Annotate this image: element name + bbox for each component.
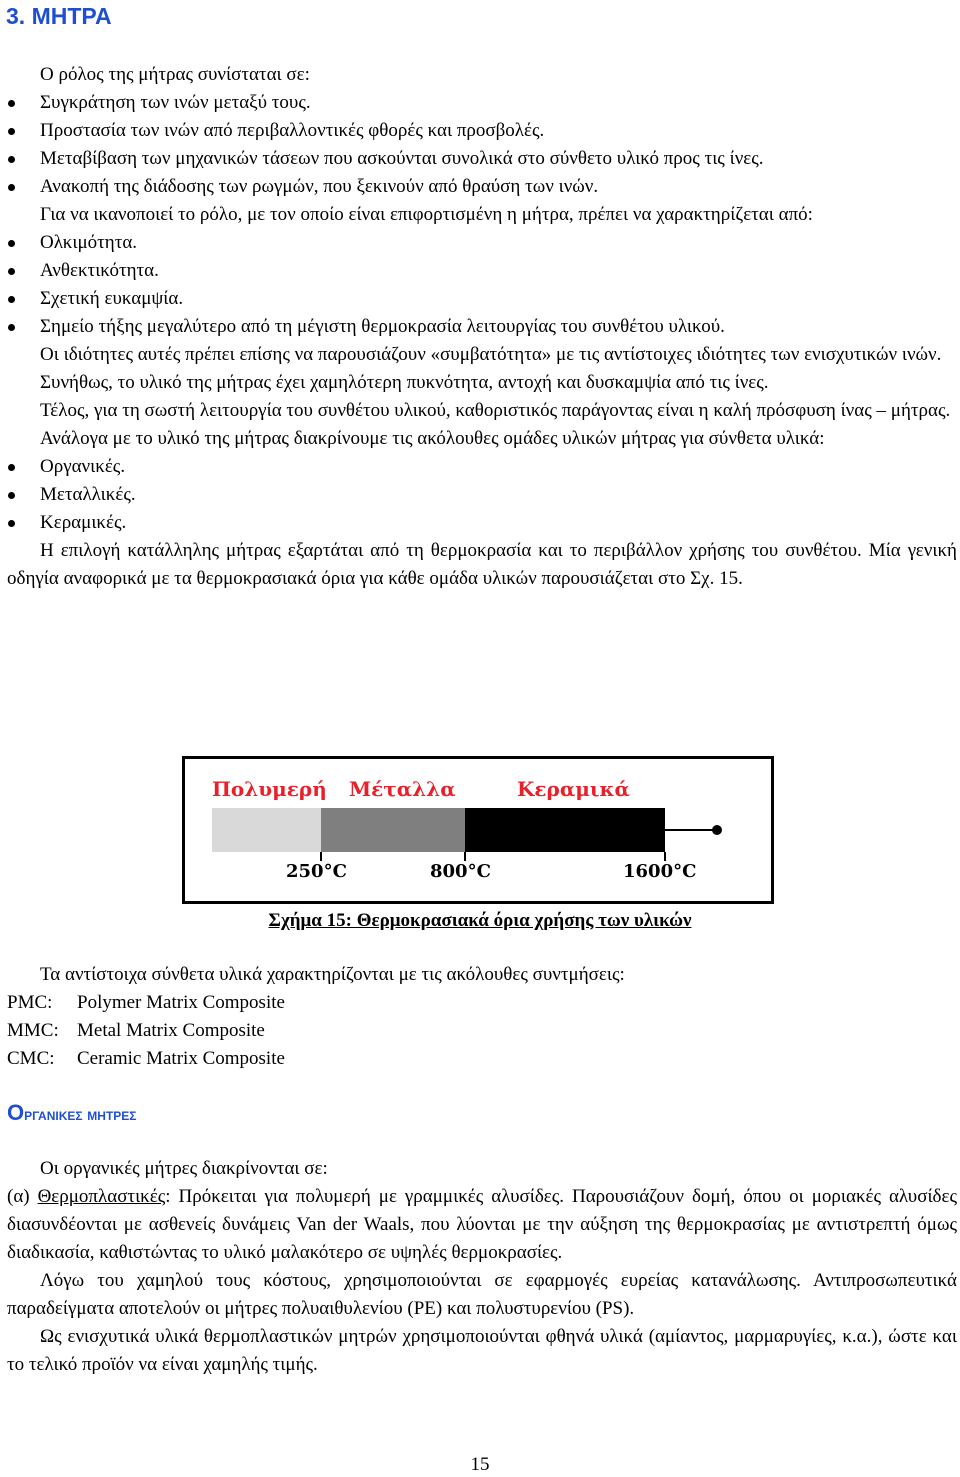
axis-end-dot-icon <box>712 825 722 835</box>
groups-list <box>7 453 957 537</box>
requirements-intro: Για να ικανοποιεί το ρόλο, με τον οποίο είναι επιφορτισμένη η μήτρα, πρέπει να χαρακτηρίζεται από: <box>40 204 813 225</box>
section-heading: 3. ΜΗΤΡΑ <box>6 3 112 29</box>
temp-label-250: 250°C <box>286 861 347 882</box>
roles-list <box>7 89 957 201</box>
thermoplastic-paragraph: (α) Θερμοπλαστικές: Πρόκειται για πολυμερή με γραμμικές αλυσίδες. Παρουσιάζουν δομή, όπου οι μοριακές αλυσίδες διασυνδέονται με ασθενείς δυνάμεις Van der Waals, που λύονται με την αύξηση της θερμοκρασίας με αντιστρεπτή όμως διαδικασία, καθιστώντας το υλικό μαλακότερο σε υψηλές θερμοκρασίες. <box>7 1186 958 1263</box>
bullet-icon <box>8 240 15 247</box>
roles-intro: Ο ρόλος της μήτρας συνίσταται σε: <box>40 64 310 85</box>
figure-label-metals: Μέταλλα <box>349 777 456 801</box>
usually-paragraph: Συνήθως, το υλικό της μήτρας έχει χαμηλότερη πυκνότητα, αντοχή και δυσκαμψία από τις ίνες. <box>40 372 769 393</box>
list-item: Ανθεκτικότητα. <box>7 257 957 285</box>
list-item: Σημείο τήξης μεγαλύτερο από τη μέγιστη θερμοκρασία λειτουργίας του συνθέτου υλικού. <box>7 313 957 341</box>
organic-matrices-heading: Οργανικες μητρες <box>7 1100 137 1125</box>
temp-label-800: 800°C <box>430 861 491 882</box>
list-item: Σχετική ευκαμψία. <box>7 285 957 313</box>
bullet-icon <box>8 464 15 471</box>
organic-block <box>7 1155 957 1379</box>
compatibility-paragraph: Οι ιδιότητες αυτές πρέπει επίσης να παρουσιάζουν «συμβατότητα» με τις αντίστοιχες ιδιότητες των ενισχυτικών ινών. <box>40 344 942 365</box>
metal-range-bar <box>321 808 465 852</box>
bullet-icon <box>8 128 15 135</box>
bullet-icon <box>8 492 15 499</box>
polymer-range-bar <box>212 808 321 852</box>
list-item: Προστασία των ινών από περιβαλλοντικές φθορές και προσβολές. <box>7 117 957 145</box>
temperature-axis-line <box>665 829 717 831</box>
list-item: Ανακοπή της διάδοσης των ρωγμών, που ξεκινούν από θραύση των ινών. <box>7 173 957 201</box>
bullet-icon <box>8 100 15 107</box>
adhesion-paragraph: Τέλος, για τη σωστή λειτουργία του συνθέτου υλικού, καθοριστικός παράγοντας είναι η καλή πρόσφυση ίνας – μήτρας. <box>40 400 951 421</box>
list-item: Συγκράτηση των ινών μεταξύ τους. <box>7 89 957 117</box>
groups-paragraph: Ανάλογα με το υλικό της μήτρας διακρίνουμε τις ακόλουθες ομάδες υλικών μήτρας για σύνθετα υλικά: <box>40 428 825 449</box>
bullet-icon <box>8 520 15 527</box>
bullet-icon <box>8 324 15 331</box>
abbreviation-intro: Τα αντίστοιχα σύνθετα υλικά χαρακτηρίζονται με τις ακόλουθες συντμήσεις: <box>40 964 625 985</box>
organic-intro: Οι οργανικές μήτρες διακρίνονται σε: <box>40 1158 328 1179</box>
cost-paragraph: Λόγω του χαμηλού τους κόστους, χρησιμοποιούνται σε εφαρμογές ευρείας κατανάλωσης. Αντιπροσωπευτικά παραδείγματα αποτελούν οι μήτρες πολυαιθυλενίου (PE) και πολυστυρενίου (PS). <box>7 1270 957 1319</box>
reinforcement-paragraph: Ως ενισχυτικά υλικά θερμοπλαστικών μητρών χρησιμοποιούνται φθηνά υλικά (αμίαντος, μαρμαρυγίες, κ.α.), ώστε και το τελικό προϊόν να είναι χαμηλής τιμής. <box>7 1326 957 1375</box>
ceramic-range-bar <box>465 808 665 852</box>
list-item: Ολκιμότητα. <box>7 229 957 257</box>
choice-paragraph: Η επιλογή κατάλληλης μήτρας εξαρτάται από τη θερμοκρασία και το περιβάλλον χρήσης του συνθέτου. Μία γενική οδηγία αναφορικά με τα θερμοκρασιακά όρια για κάθε ομάδα υλικών παρουσιάζεται στο Σχ. 15. <box>7 540 957 589</box>
list-item: Μεταβίβαση των μηχανικών τάσεων που ασκούνται συνολικά στο σύνθετο υλικό προς τις ίνες. <box>7 145 957 173</box>
bullet-icon <box>8 296 15 303</box>
properties-list <box>7 229 957 341</box>
bullet-icon <box>8 156 15 163</box>
temp-label-1600: 1600°C <box>623 861 697 882</box>
abbreviation-row: CMC: Ceramic Matrix Composite <box>7 1048 285 1069</box>
bullet-icon <box>8 268 15 275</box>
abbreviation-block <box>7 961 957 1073</box>
abbreviation-row: PMC: Polymer Matrix Composite <box>7 992 285 1013</box>
thermoplastic-term: Θερμοπλαστικές <box>37 1186 166 1207</box>
figure-label-polymers: Πολυμερή <box>212 777 327 801</box>
figure-caption: Σχήμα 15: Θερμοκρασιακά όρια χρήσης των υλικών <box>268 910 692 931</box>
page-number: 15 <box>470 1454 490 1475</box>
intro-block <box>7 61 957 593</box>
figure-label-ceramics: Κεραμικά <box>517 777 630 801</box>
list-item: Μεταλλικές. <box>7 481 957 509</box>
abbreviation-row: MMC: Metal Matrix Composite <box>7 1020 265 1041</box>
list-item: Οργανικές. <box>7 453 957 481</box>
bullet-icon <box>8 184 15 191</box>
temperature-figure <box>182 756 774 904</box>
list-item: Κεραμικές. <box>7 509 957 537</box>
